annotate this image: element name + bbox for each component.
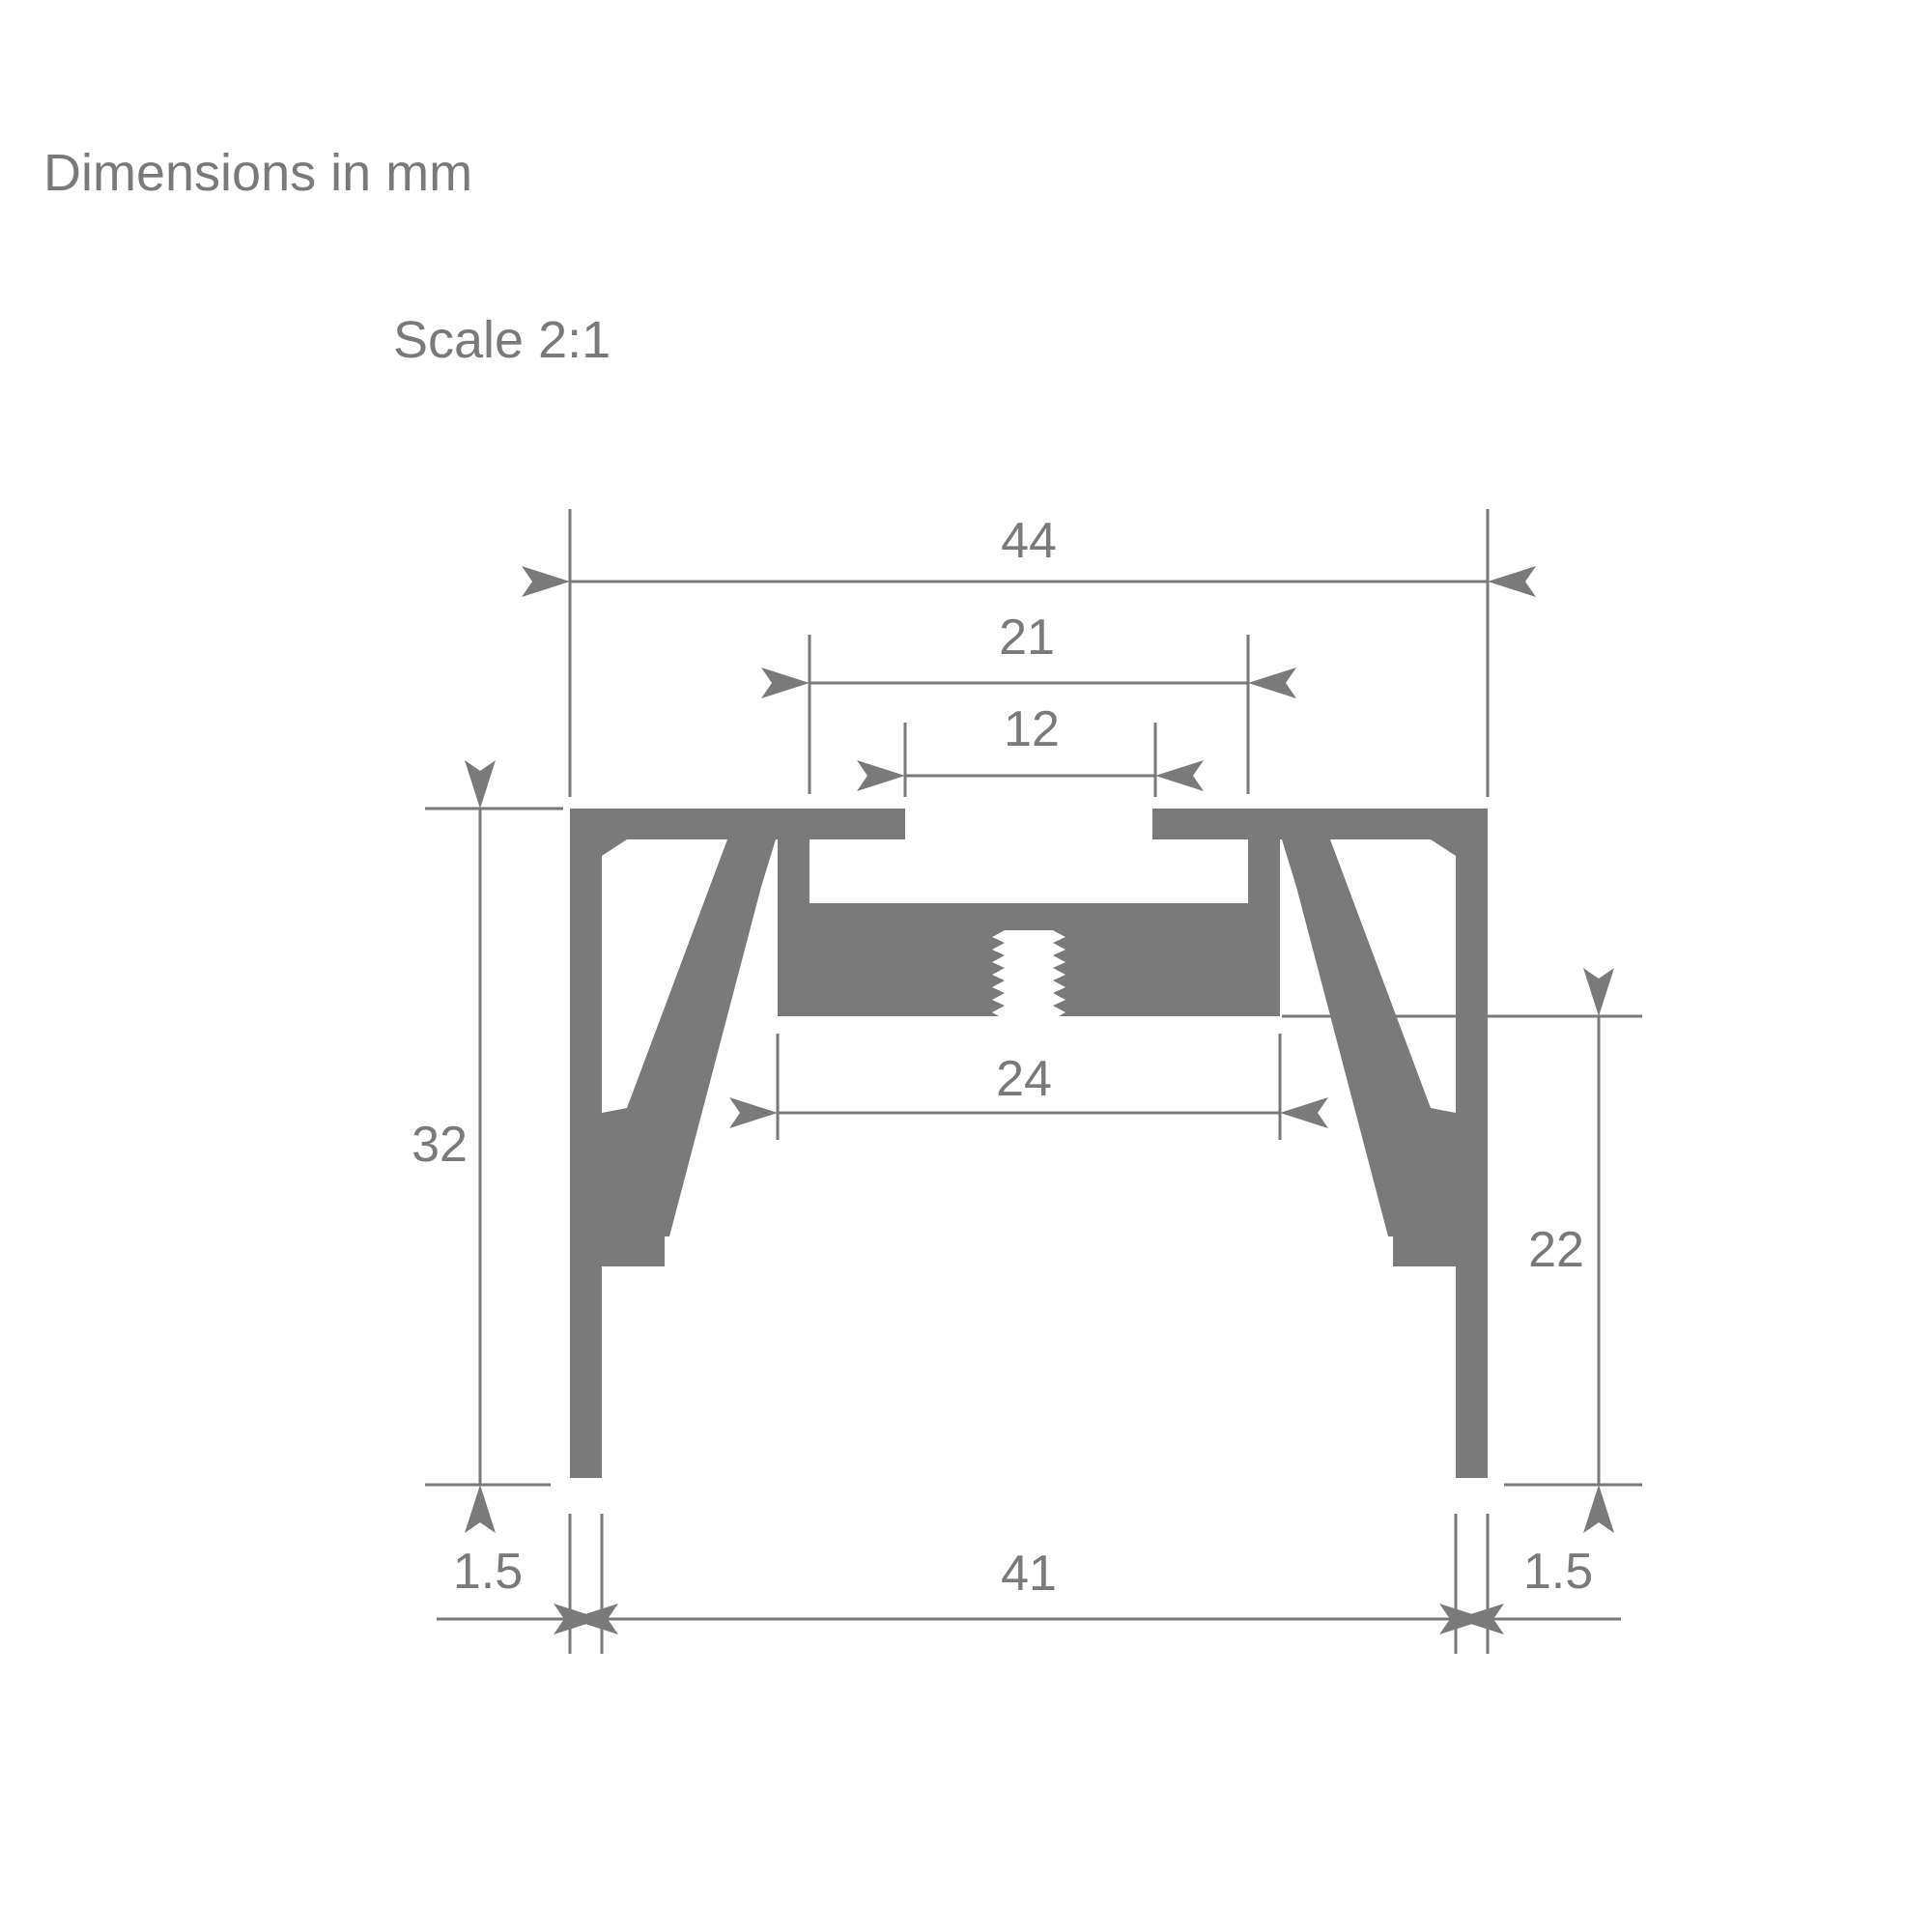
strut-right xyxy=(1282,839,1456,1236)
page-title: Dimensions in mm xyxy=(43,144,473,202)
chamfer-left xyxy=(602,839,627,856)
profile-shape xyxy=(570,809,1488,1478)
foot-tab-right xyxy=(1393,1236,1456,1266)
dim-12-value: 12 xyxy=(1004,701,1060,757)
dim-22-value: 22 xyxy=(1528,1222,1584,1278)
dim-1p5-left-value: 1.5 xyxy=(452,1544,524,1600)
dim-bottom-group xyxy=(437,1514,1621,1654)
dim-41-value: 41 xyxy=(1001,1546,1057,1602)
dim-21-value: 21 xyxy=(999,610,1055,666)
dim-44-value: 44 xyxy=(1001,513,1057,569)
channel-leg-left xyxy=(778,809,810,903)
left-wall xyxy=(570,809,602,1478)
dim-32-value: 32 xyxy=(412,1117,468,1173)
scale-note: Scale 2:1 xyxy=(393,311,611,369)
dim-24-value: 24 xyxy=(996,1051,1052,1107)
dim-overall-height xyxy=(412,809,563,1485)
foot-tab-left xyxy=(602,1236,665,1266)
dim-top-opening xyxy=(905,701,1155,797)
strut-left xyxy=(602,839,776,1236)
channel-leg-right xyxy=(1248,809,1280,903)
top-flange-left xyxy=(570,809,905,839)
dim-1p5-right-value: 1.5 xyxy=(1522,1544,1594,1600)
right-wall xyxy=(1456,809,1488,1478)
top-flange-right xyxy=(1152,809,1488,839)
dim-screw-boss-width xyxy=(778,1034,1280,1140)
chamfer-right xyxy=(1431,839,1456,856)
